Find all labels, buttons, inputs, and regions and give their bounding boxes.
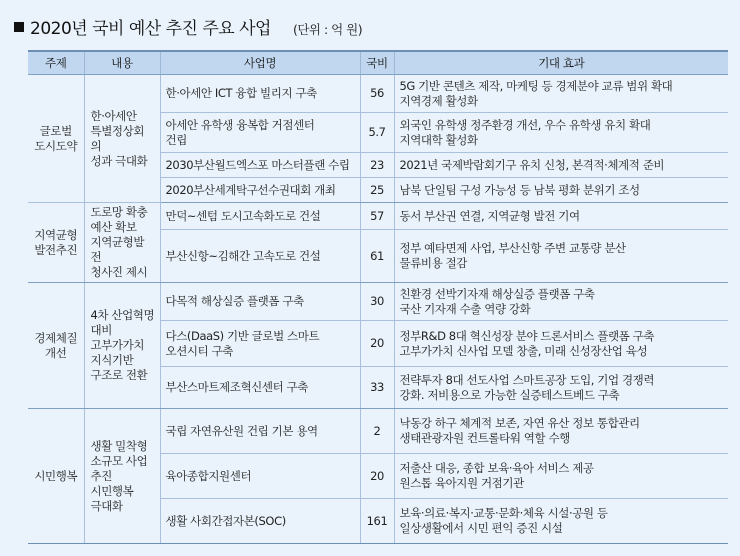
effect-cell: 저출산 대응, 종합 보육·육아 서비스 제공 원스톱 육아지원 거점기관 xyxy=(394,454,728,499)
header-budget: 국비 xyxy=(360,51,394,75)
project-cell: 만덕~센텀 도시고속화도로 건설 xyxy=(160,203,360,230)
header-row xyxy=(28,51,728,75)
header-content: 내용 xyxy=(84,51,160,75)
project-cell: 부산스마트제조혁신센터 구축 xyxy=(160,367,360,409)
effect-cell: 2021년 국제박람회기구 유치 신청, 본격적·체계적 준비 xyxy=(394,153,728,178)
budget-cell: 20 xyxy=(360,454,394,499)
effect-cell: 정부 예타면제 사업, 부산신항 주변 교통량 분산 물류비용 절감 xyxy=(394,230,728,283)
project-cell: 2020부산세계탁구선수권대회 개최 xyxy=(160,178,360,203)
theme-cell: 글로벌 도시도약 xyxy=(28,75,84,203)
title-text: 2020년 국비 예산 추진 주요 사업 xyxy=(30,19,271,39)
project-cell: 육아종합지원센터 xyxy=(160,454,360,499)
budget-cell: 30 xyxy=(360,283,394,321)
budget-cell: 56 xyxy=(360,75,394,113)
effect-cell: 전략투자 8대 선도사업 스마트공장 도입, 기업 경쟁력 강화. 저비용으로 가능한 실증테스트베드 구축 xyxy=(394,367,728,409)
effect-cell: 정부R&D 8대 혁신성장 분야 드론서비스 플랫폼 구축 고부가가치 신사업 모델 창출, 미래 신성장산업 육성 xyxy=(394,321,728,367)
project-cell: 생활 사회간접자본(SOC) xyxy=(160,499,360,544)
project-cell: 다스(DaaS) 기반 글로벌 스마트 오션시티 구축 xyxy=(160,321,360,367)
project-cell: 다목적 해상실증 플랫폼 구축 xyxy=(160,283,360,321)
project-cell: 부산신항~김해간 고속도로 건설 xyxy=(160,230,360,283)
project-cell: 한·아세안 ICT 융합 빌리지 구축 xyxy=(160,75,360,113)
header-project: 사업명 xyxy=(160,51,360,75)
effect-cell: 보육·의료·복지·교통·문화·체육 시설·공원 등 일상생활에서 시민 편익 증진 시설 xyxy=(394,499,728,544)
effect-cell: 동서 부산권 연결, 지역균형 발전 기여 xyxy=(394,203,728,230)
table-row xyxy=(28,75,728,113)
budget-cell: 61 xyxy=(360,230,394,283)
header-theme: 주제 xyxy=(28,51,84,75)
effect-cell: 외국인 유학생 정주환경 개선, 우수 유학생 유치 확대 지역대학 활성화 xyxy=(394,113,728,153)
effect-cell: 친환경 선박기자재 해상실증 플랫폼 구축 국산 기자재 수출 역량 강화 xyxy=(394,283,728,321)
theme-cell: 지역균형 발전추진 xyxy=(28,203,84,283)
project-cell: 아세안 유학생 융복합 거점센터 건립 xyxy=(160,113,360,153)
effect-cell: 낙동강 하구 체계적 보존, 자연 유산 정보 통합관리 생태관광자원 컨트롤타워 역할 수행 xyxy=(394,409,728,454)
table-row xyxy=(28,203,728,230)
project-cell: 국립 자연유산원 건립 기본 용역 xyxy=(160,409,360,454)
content-cell: 도로망 확충 예산 확보 지역균형발전 청사진 제시 xyxy=(84,203,160,283)
page-title xyxy=(14,14,362,39)
theme-cell: 시민행복 xyxy=(28,409,84,544)
table-row xyxy=(28,409,728,454)
effect-cell: 남북 단일팀 구성 가능성 등 남북 평화 분위기 조성 xyxy=(394,178,728,203)
budget-table xyxy=(28,50,728,544)
effect-cell: 5G 기반 콘텐츠 제작, 마케팅 등 경제분야 교류 범위 확대 지역경제 활성화 xyxy=(394,75,728,113)
theme-cell: 경제체질 개선 xyxy=(28,283,84,409)
budget-cell: 25 xyxy=(360,178,394,203)
table-row xyxy=(28,283,728,321)
budget-cell: 161 xyxy=(360,499,394,544)
budget-cell: 20 xyxy=(360,321,394,367)
header-effect: 기대 효과 xyxy=(394,51,728,75)
budget-cell: 2 xyxy=(360,409,394,454)
budget-cell: 57 xyxy=(360,203,394,230)
budget-cell: 23 xyxy=(360,153,394,178)
budget-cell: 5.7 xyxy=(360,113,394,153)
budget-cell: 33 xyxy=(360,367,394,409)
unit-label: (단위 : 억 원) xyxy=(292,22,363,37)
project-cell: 2030부산월드엑스포 마스터플랜 수립 xyxy=(160,153,360,178)
content-cell: 4차 산업혁명 대비 고부가가치 지식기반 구조로 전환 xyxy=(84,283,160,409)
square-bullet-icon xyxy=(14,22,24,32)
content-cell: 생활 밀착형 소규모 사업 추진 시민행복 극대화 xyxy=(84,409,160,544)
content-cell: 한·아세안 특별정상회의 성과 극대화 xyxy=(84,75,160,203)
